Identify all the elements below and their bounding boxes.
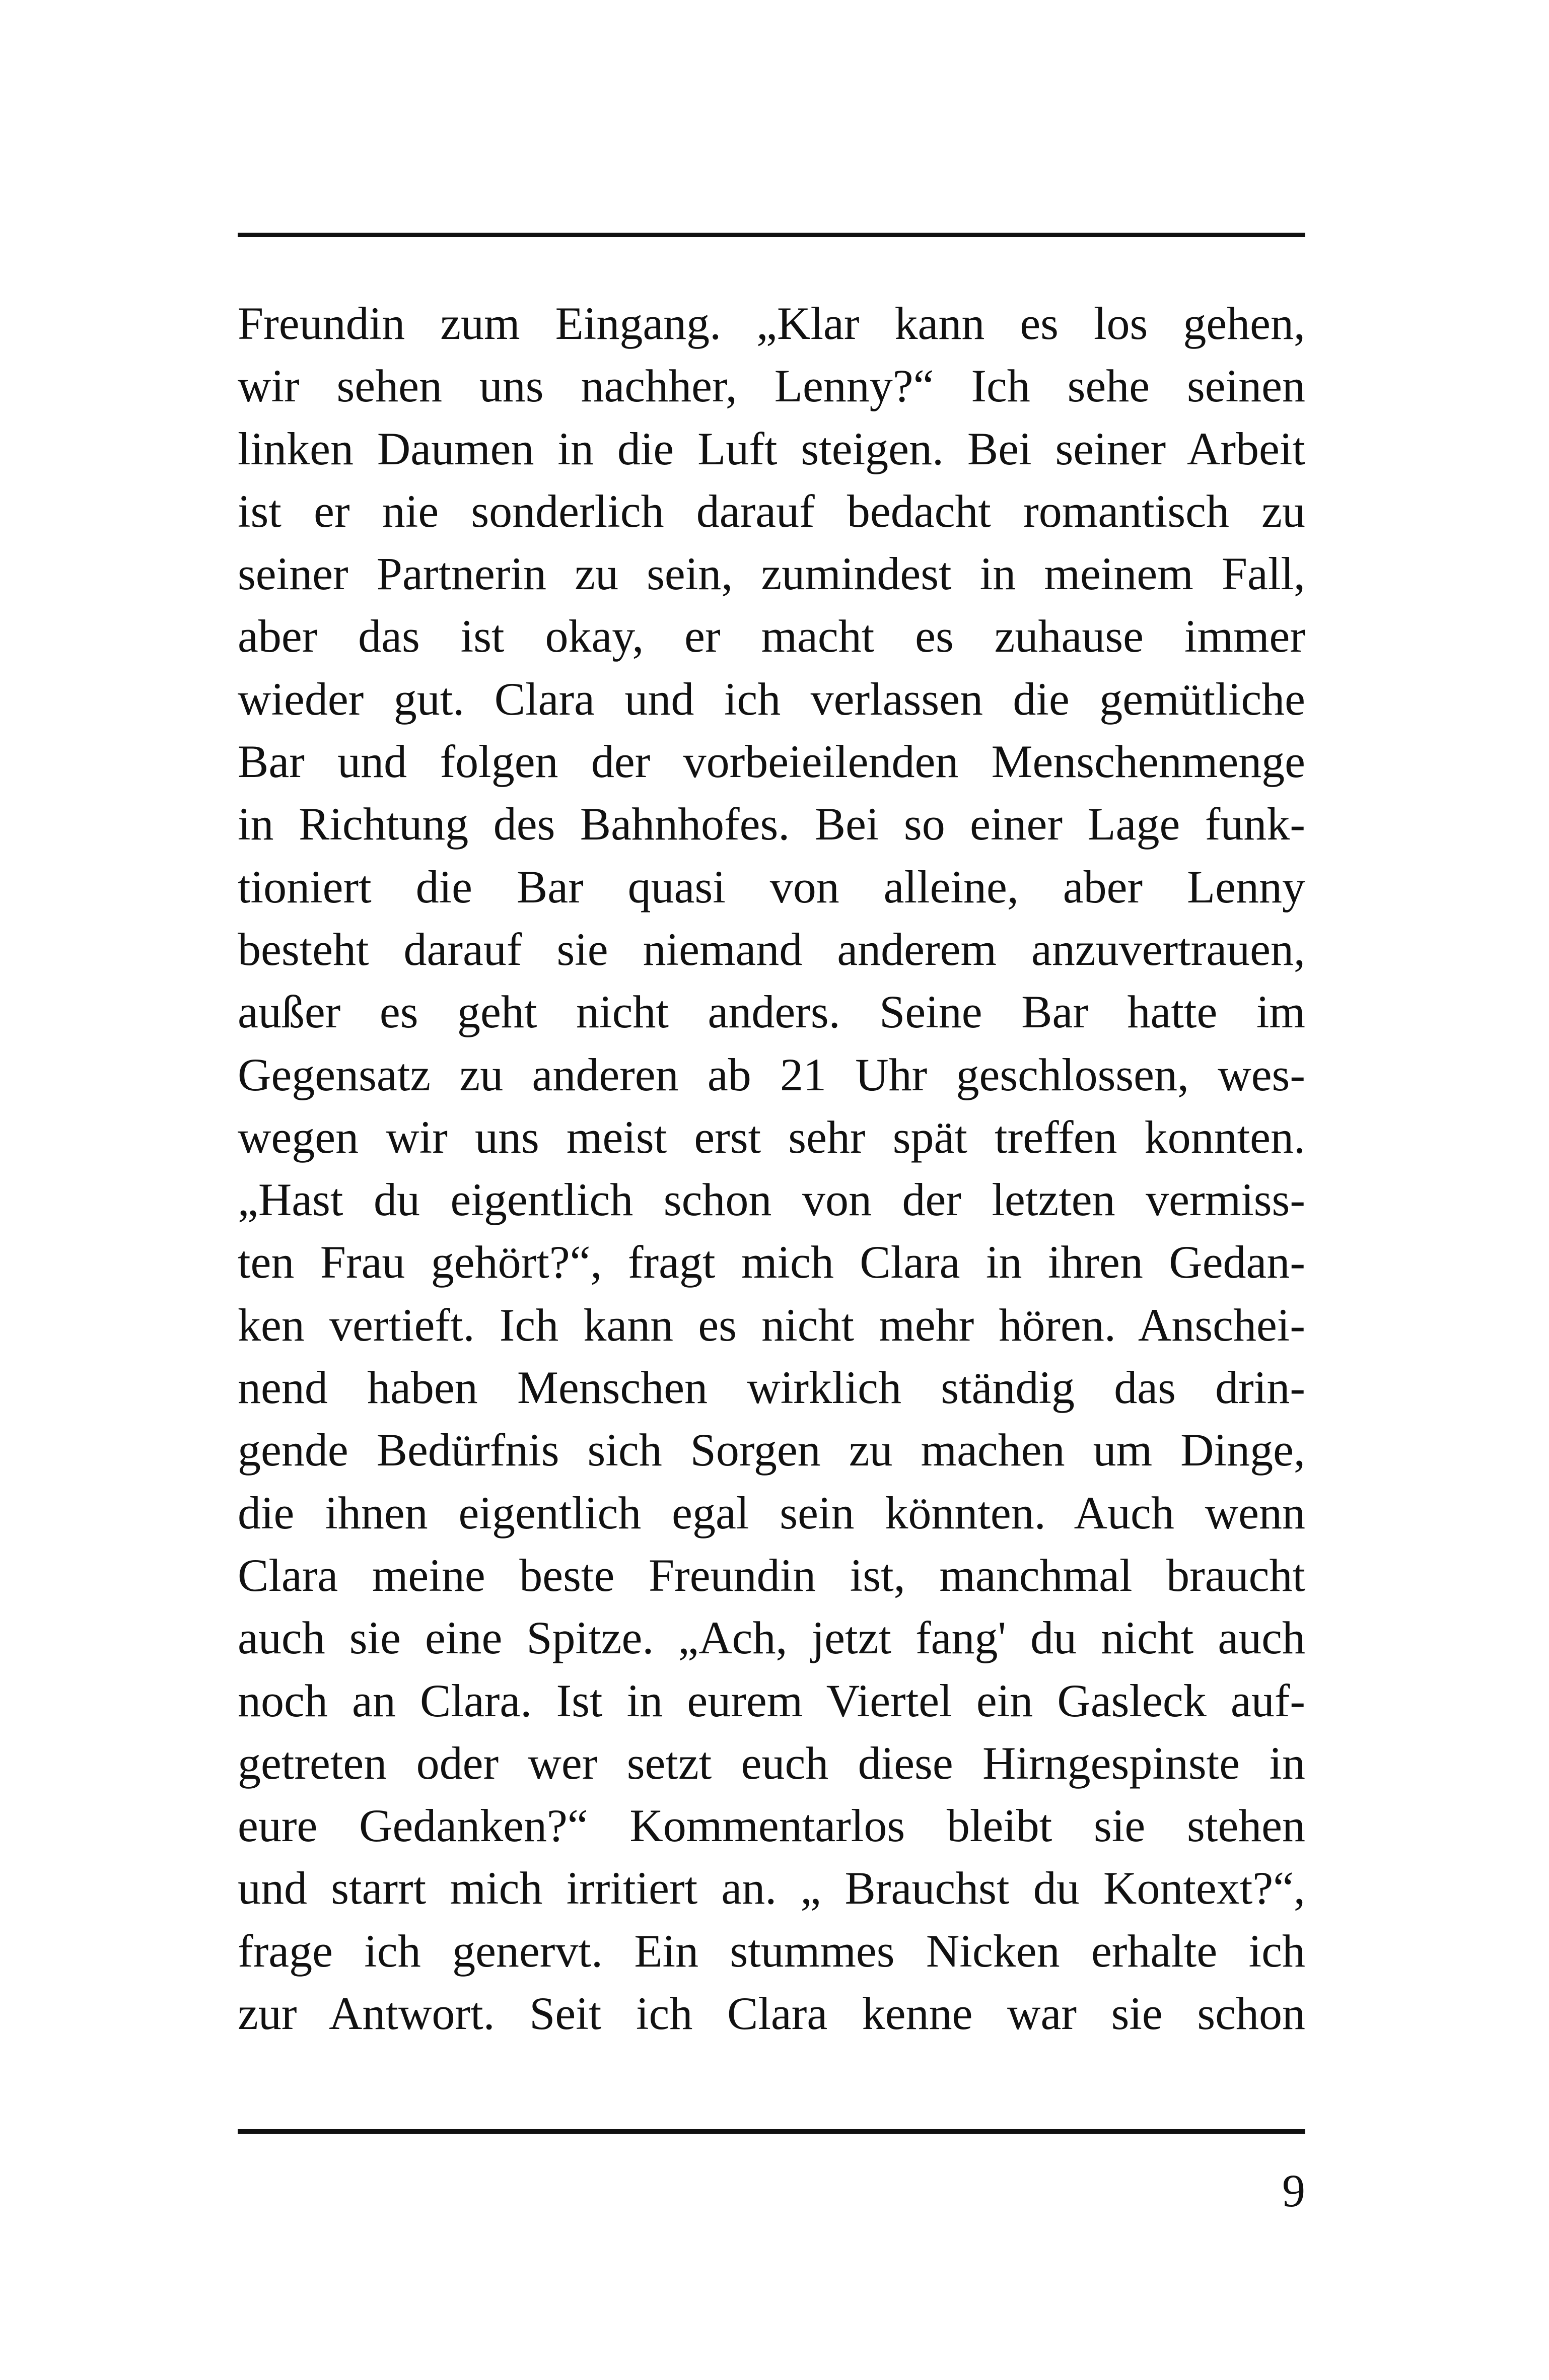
text-line: Freundin zum Eingang. „Klar kann es los gehen, (238, 298, 1305, 349)
text-line: außer es geht nicht anders. Seine Bar hatte im (238, 986, 1305, 1038)
text-line: nend haben Menschen wirklich ständig das drin- (238, 1362, 1305, 1414)
text-line: ist er nie sonderlich darauf bedacht romantisch zu (238, 485, 1305, 537)
text-line: Gegensatz zu anderen ab 21 Uhr geschlossen, wes- (238, 1048, 1305, 1100)
text-line: Bar und folgen der vorbeieilenden Menschenmenge (238, 736, 1305, 788)
text-line: auch sie eine Spitze. „Ach, jetzt fang' du nicht auch (238, 1612, 1305, 1664)
text-line: „Hast du eigentlich schon von der letzten vermiss- (238, 1174, 1305, 1226)
text-line: tioniert die Bar quasi von alleine, aber Lenny (238, 861, 1305, 913)
text-line: und starrt mich irritiert an. „ Brauchst du Kontext?“, (238, 1862, 1305, 1914)
page-number: 9 (1282, 2165, 1305, 2216)
text-line: linken Daumen in die Luft steigen. Bei seiner Arbeit (238, 423, 1305, 474)
body-text (238, 292, 1305, 2045)
text-line: wegen wir uns meist erst sehr spät treffen konnten. (238, 1111, 1305, 1163)
text-line: aber das ist okay, er macht es zuhause immer (238, 610, 1305, 662)
text-line: die ihnen eigentlich egal sein könnten. Auch wenn (238, 1487, 1305, 1538)
footer-rule (238, 2129, 1305, 2134)
text-line: zur Antwort. Seit ich Clara kenne war sie schon (238, 1988, 1305, 2040)
text-line: in Richtung des Bahnhofes. Bei so einer Lage funk- (238, 798, 1305, 850)
header-rule (238, 233, 1305, 237)
text-line: ken vertieft. Ich kann es nicht mehr hören. Anschei- (238, 1299, 1305, 1351)
text-line: Clara meine beste Freundin ist, manchmal braucht (238, 1549, 1305, 1601)
text-line: wieder gut. Clara und ich verlassen die gemütliche (238, 673, 1305, 725)
text-line: seiner Partnerin zu sein, zumindest in meinem Fall, (238, 548, 1305, 600)
text-line: getreten oder wer setzt euch diese Hirngespinste in (238, 1737, 1305, 1789)
text-line: gende Bedürfnis sich Sorgen zu machen um Dinge, (238, 1424, 1305, 1476)
text-line: wir sehen uns nachher, Lenny?“ Ich sehe seinen (238, 360, 1305, 412)
text-line: eure Gedanken?“ Kommentarlos bleibt sie stehen (238, 1800, 1305, 1852)
text-line: besteht darauf sie niemand anderem anzuvertrauen, (238, 923, 1305, 975)
text-line: frage ich genervt. Ein stummes Nicken erhalte ich (238, 1925, 1305, 1977)
text-line: ten Frau gehört?“, fragt mich Clara in ihren Gedan- (238, 1236, 1305, 1288)
text-line: noch an Clara. Ist in eurem Viertel ein Gasleck auf- (238, 1674, 1305, 1726)
